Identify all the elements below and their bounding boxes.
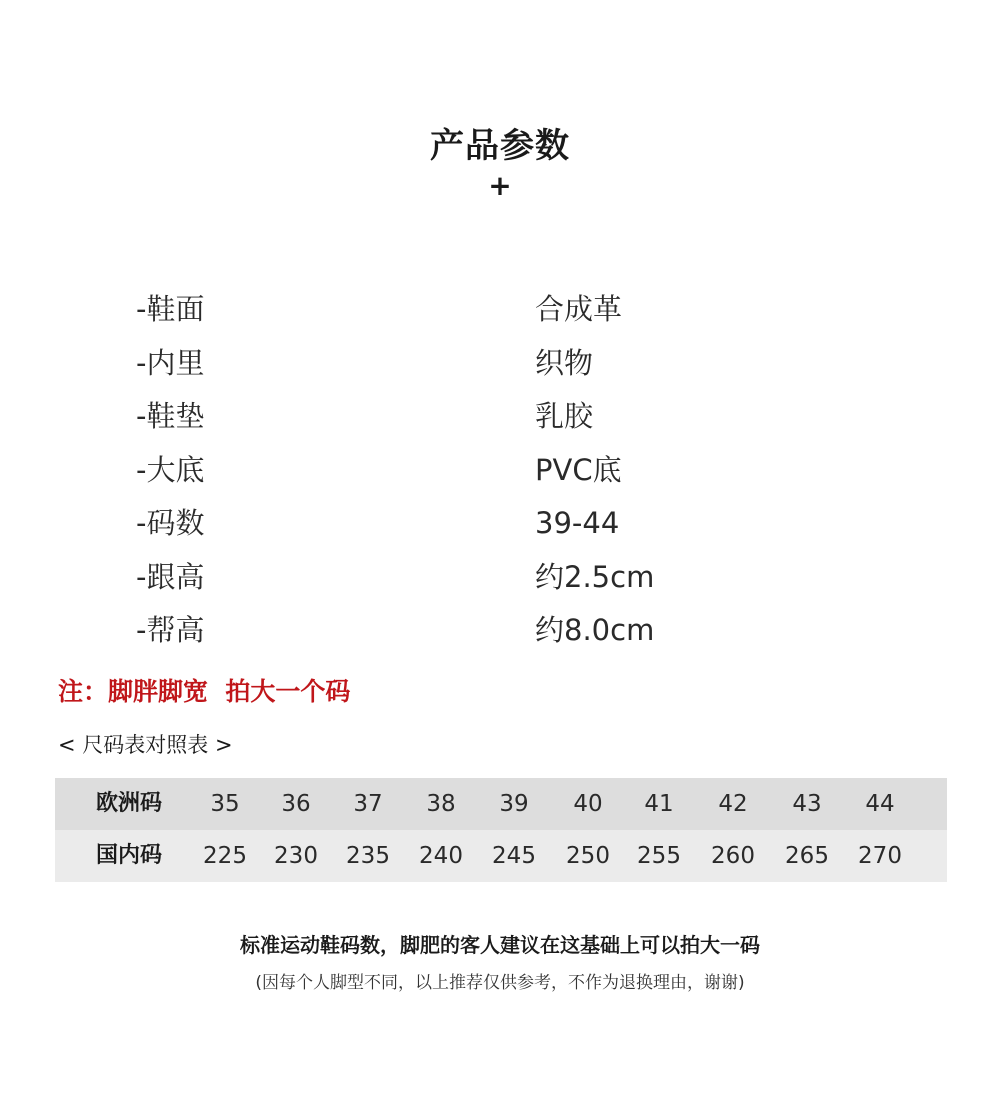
table-cell: 39 bbox=[499, 791, 529, 817]
spec-value: 合成革 bbox=[535, 292, 623, 326]
spec-value: 39-44 bbox=[535, 506, 620, 540]
spec-label: -大底 bbox=[136, 452, 205, 487]
spec-label: -码数 bbox=[136, 506, 205, 540]
spec-label: -内里 bbox=[136, 345, 205, 380]
table-cell: 38 bbox=[426, 791, 456, 817]
table-cell: 44 bbox=[865, 791, 895, 817]
table-cell: 255 bbox=[637, 843, 681, 869]
table-cell: 37 bbox=[353, 791, 383, 817]
table-cell: 43 bbox=[792, 791, 822, 817]
table-row-eu bbox=[55, 778, 947, 830]
size-note: 注：脚胖脚宽 拍大一个码 bbox=[58, 677, 351, 706]
table-cell: 270 bbox=[858, 843, 902, 869]
page-title: 产品参数 bbox=[430, 126, 570, 166]
spec-value: PVC底 bbox=[535, 452, 622, 487]
table-cell: 35 bbox=[210, 791, 240, 817]
table-row-cn bbox=[55, 830, 947, 882]
spec-value: 约2.5cm bbox=[535, 559, 655, 594]
spec-value: 约8.0cm bbox=[535, 613, 655, 647]
size-chart-title: < 尺码表对照表 > bbox=[58, 733, 233, 757]
spec-value: 乳胶 bbox=[535, 399, 594, 433]
spec-value: 织物 bbox=[535, 345, 594, 380]
row-header: 欧洲码 bbox=[95, 791, 162, 816]
spec-row-upper bbox=[136, 285, 836, 339]
spec-label: -鞋垫 bbox=[136, 399, 205, 433]
table-cell: 245 bbox=[492, 843, 536, 869]
spec-row-insole bbox=[136, 392, 836, 446]
footer-advice: 标准运动鞋码数，脚肥的客人建议在这基础上可以拍大一码 bbox=[240, 933, 760, 957]
spec-row-heel-height bbox=[136, 553, 836, 607]
spec-label: -鞋面 bbox=[136, 292, 205, 326]
table-cell: 36 bbox=[281, 791, 311, 817]
spec-label: -跟高 bbox=[136, 559, 205, 594]
table-cell: 41 bbox=[644, 791, 674, 817]
spec-list bbox=[136, 285, 836, 660]
table-cell: 265 bbox=[785, 843, 829, 869]
table-cell: 240 bbox=[419, 843, 463, 869]
plus-icon: + bbox=[488, 169, 512, 202]
table-cell: 230 bbox=[274, 843, 318, 869]
spec-row-lining bbox=[136, 339, 836, 393]
table-cell: 260 bbox=[711, 843, 755, 869]
spec-row-outsole bbox=[136, 446, 836, 500]
table-cell: 42 bbox=[718, 791, 748, 817]
spec-row-shaft-height bbox=[136, 606, 836, 660]
spec-label: -帮高 bbox=[136, 613, 205, 647]
table-cell: 250 bbox=[566, 843, 610, 869]
footer-disclaimer: (因每个人脚型不同，以上推荐仅供参考，不作为退换理由，谢谢) bbox=[255, 973, 745, 993]
row-header: 国内码 bbox=[95, 843, 162, 868]
size-table bbox=[55, 778, 947, 882]
spec-row-sizes bbox=[136, 499, 836, 553]
table-cell: 40 bbox=[573, 791, 603, 817]
table-cell: 235 bbox=[346, 843, 390, 869]
table-cell: 225 bbox=[203, 843, 247, 869]
